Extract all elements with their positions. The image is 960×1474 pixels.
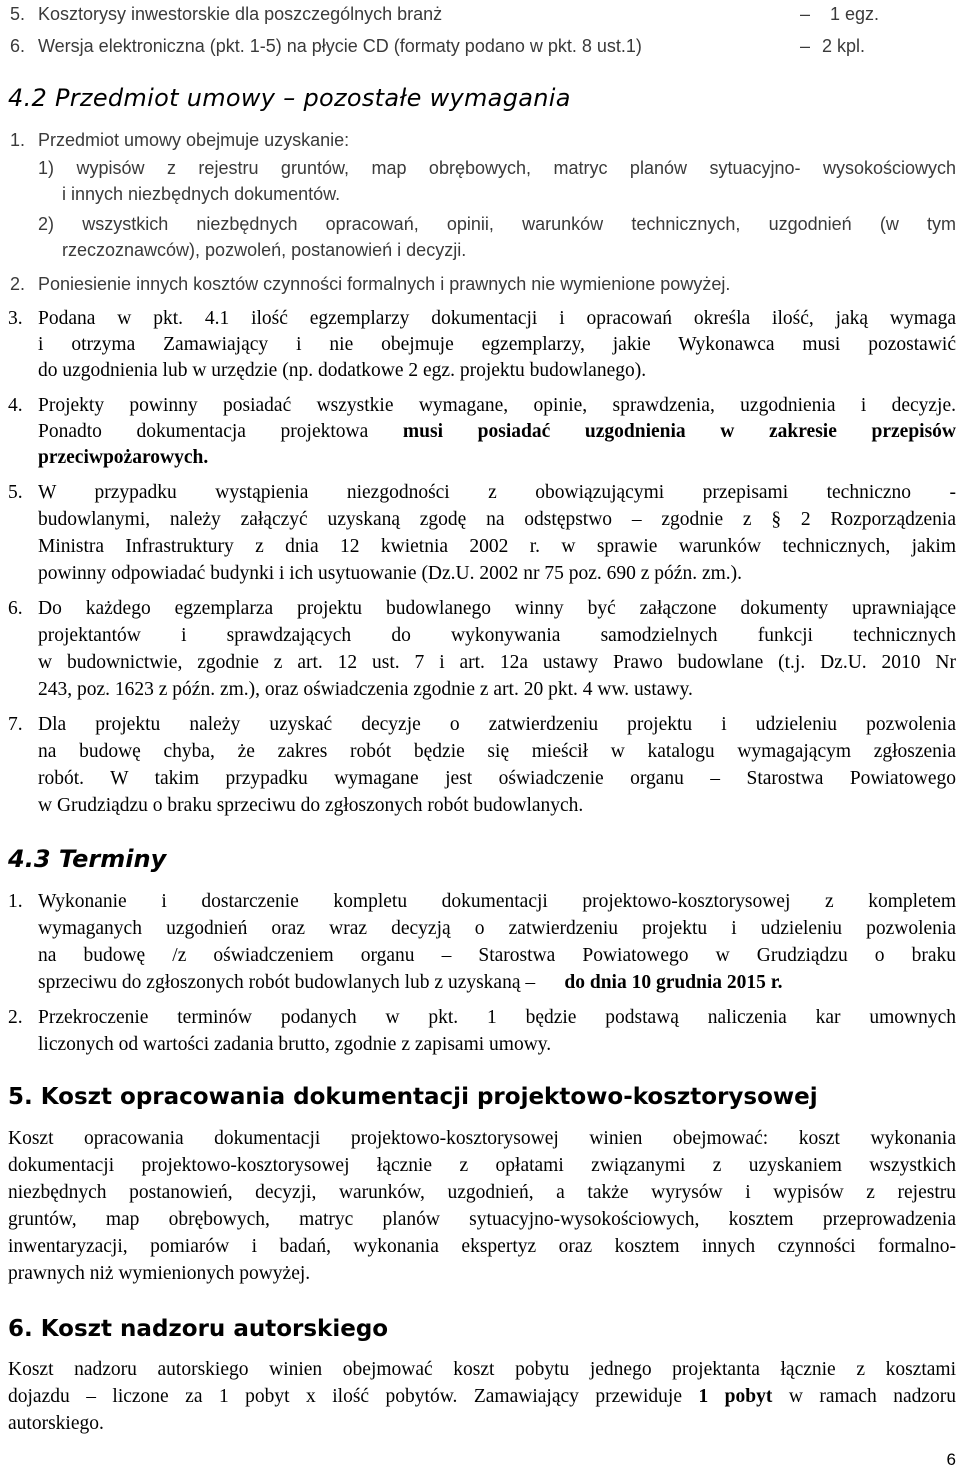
paragraph-text: powinny odpowiadać budynki i ich usytuowanie (Dz.U. 2002 nr 75 poz. 690 z późn. zm.).	[38, 563, 743, 584]
paragraph-text: 2) wszystkich niezbędnych opracowań, opinii, warunków technicznych, uzgodnień (w tym	[38, 214, 956, 234]
section-heading: 5. Koszt opracowania dokumentacji projektowo-kosztorysowej	[8, 1084, 818, 1110]
paragraph-text: 243, poz. 1623 z późn. zm.), oraz oświadczenia zgodnie z art. 20 pkt. 4 ww. ustawy.	[38, 679, 693, 700]
paragraph-text: Dla projektu należy uzyskać decyzje o zatwierdzeniu projektu i udzieleniu pozwolenia	[38, 714, 956, 735]
list-item-text: Kosztorysy inwestorskie dla poszczególnych branż	[38, 4, 443, 24]
paragraph-text: w Grudziądzu o braku sprzeciwu do zgłoszonych robót budowlanych.	[38, 795, 584, 816]
paragraph-text	[38, 971, 783, 995]
paragraph-text: na budowę chyba, że zakres robót będzie się mieścił w katalogu wymagającym zgłoszenia	[38, 741, 956, 762]
paragraph-text	[8, 1385, 956, 1409]
paragraph-text: inwentaryzacji, pomiarów i badań, wykonania ekspertyz oraz kosztem innych czynności formalno-	[8, 1236, 956, 1257]
paragraph-text: prawnych niż wymienionych powyżej.	[8, 1263, 311, 1284]
paragraph-text: dokumentacji projektowo-kosztorysowej łącznie z opłatami związanymi z uzyskaniem wszystkich	[8, 1155, 956, 1176]
section-heading: 6. Koszt nadzoru autorskiego	[8, 1316, 389, 1342]
paragraph-text: i otrzyma Zamawiający i nie obejmuje egzemplarzy, jakie Wykonawca musi pozostawić	[38, 334, 956, 355]
paragraph-text: Przekroczenie terminów podanych w pkt. 1 będzie podstawą naliczenia kar umownych	[38, 1007, 956, 1028]
paragraph-text: Wykonanie i dostarczenie kompletu dokumentacji projektowo-kosztorysowej z kompletem	[38, 891, 956, 912]
paragraph-number: 4.	[8, 395, 23, 416]
paragraph-text: Ministra Infrastruktury z dnia 12 kwietnia 2002 r. w sprawie warunków technicznych, jakim	[38, 536, 956, 557]
paragraph-text: autorskiego.	[8, 1413, 104, 1434]
paragraph-number: 5.	[8, 482, 23, 503]
paragraph-text: do uzgodnienia lub w urzędzie (np. dodatkowe 2 egz. projektu budowlanego).	[38, 360, 647, 381]
page-number: 6	[946, 1450, 956, 1469]
paragraph-text: Poniesienie innych kosztów czynności formalnych i prawnych nie wymienione powyżej.	[38, 274, 731, 294]
paragraph-text	[38, 446, 208, 470]
paragraph-text: na budowę /z oświadczeniem organu – Starostwa Powiatowego w Grudziądzu o braku	[38, 945, 956, 966]
paragraph-text: Projekty powinny posiadać wszystkie wymagane, opinie, sprawdzenia, uzgodnienia i decyzje.	[38, 395, 956, 416]
paragraph-text-normal: Ponadto dokumentacja projektowa	[38, 421, 403, 442]
paragraph-text: niezbędnych postanowień, decyzji, warunków, uzgodnień, a także wyrysów i wypisów z rejestru	[8, 1182, 956, 1203]
paragraph-text-bold: musi posiadać uzgodnienia w zakresie przepisów	[402, 421, 957, 442]
list-item-qty: 2 kpl.	[822, 36, 866, 56]
paragraph-text: Koszt opracowania dokumentacji projektowo-kosztorysowej winien obejmować: koszt wykonania	[8, 1128, 956, 1149]
paragraph-text: rzeczoznawców), pozwoleń, postanowień i decyzji.	[62, 240, 467, 260]
paragraph-text: budowlanymi, należy załączyć uzyskaną zgodę na odstępstwo – zgodnie z § 2 Rozporządzenia	[38, 509, 956, 530]
section-heading: 4.2 Przedmiot umowy – pozostałe wymagania	[8, 84, 571, 112]
paragraph-text-bold: przeciwpożarowych.	[38, 447, 209, 468]
paragraph-text: i innych niezbędnych dokumentów.	[62, 184, 341, 204]
paragraph-text-normal: w ramach nadzoru	[772, 1386, 957, 1407]
paragraph-text: wymaganych uzgodnień oraz wraz decyzją o zatwierdzeniu projektu i udzieleniu pozwolenia	[38, 918, 956, 939]
paragraph-text: robót. W takim przypadku wymagane jest oświadczenie organu – Starostwa Powiatowego	[38, 768, 956, 789]
paragraph-text-bold: do dnia 10 grudnia 2015 r.	[564, 972, 783, 993]
paragraph-number: 7.	[8, 714, 23, 735]
paragraph-text-normal: dojazdu – liczone za 1 pobyt x ilość pobytów. Zamawiający przewiduje	[8, 1386, 699, 1407]
paragraph-text: w budownictwie, zgodnie z art. 12 ust. 7 i art. 12a ustawy Prawo budowlane (t.j. Dz.U. 2010 Nr	[38, 652, 956, 673]
paragraph-number: 3.	[8, 308, 23, 329]
paragraph-text: projektantów i sprawdzających do wykonywania samodzielnych funkcji technicznych	[38, 625, 956, 646]
section-heading: 4.3 Terminy	[8, 845, 167, 873]
paragraph-text	[38, 420, 956, 444]
list-number: 6.	[10, 36, 26, 56]
paragraph-text-bold: 1 pobyt	[698, 1386, 773, 1407]
list-item-dash: –	[800, 4, 811, 24]
list-item-text: Wersja elektroniczna (pkt. 1-5) na płycie CD (formaty podano w pkt. 8 ust.1)	[38, 36, 642, 56]
paragraph-number: 1.	[8, 891, 23, 912]
paragraph-text: gruntów, map obrębowych, matryc planów sytuacyjno-wysokościowych, kosztem przeprowadzenia	[8, 1209, 956, 1230]
paragraph-text: liczonych od wartości zadania brutto, zgodnie z zapisami umowy.	[38, 1034, 552, 1055]
paragraph-text: Przedmiot umowy obejmuje uzyskanie:	[38, 130, 350, 150]
list-item-qty: 1 egz.	[830, 4, 880, 24]
paragraph-text: Koszt nadzoru autorskiego winien obejmować koszt pobytu jednego projektanta łącznie z kosztami	[8, 1359, 956, 1380]
paragraph-text-normal: sprzeciwu do zgłoszonych robót budowlanych lub z uzyskaną –	[38, 972, 536, 993]
paragraph-number: 6.	[8, 598, 23, 619]
list-item-dash: –	[800, 36, 811, 56]
paragraph-text: Do każdego egzemplarza projektu budowlanego winny być załączone dokumenty uprawniające	[38, 598, 956, 619]
paragraph-text: Podana w pkt. 4.1 ilość egzemplarzy dokumentacji i opracowań określa ilość, jaką wymaga	[38, 308, 956, 329]
paragraph-number: 2.	[10, 274, 26, 294]
list-number: 5.	[10, 4, 26, 24]
paragraph-number: 1.	[10, 130, 26, 150]
paragraph-text: W przypadku wystąpienia niezgodności z obowiązującymi przepisami techniczno -	[38, 482, 956, 503]
paragraph-text: 1) wypisów z rejestru gruntów, map obrębowych, matryc planów sytuacyjno- wysokościowych	[38, 158, 956, 178]
paragraph-number: 2.	[8, 1007, 23, 1028]
